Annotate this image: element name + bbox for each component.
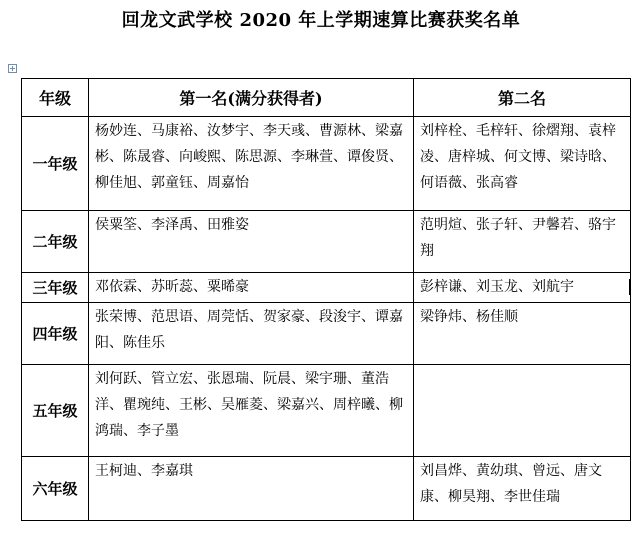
grade-cell: 四年级 [22, 303, 89, 365]
first-place-cell: 王柯迪、李嘉琪 [89, 457, 414, 521]
header-second-place: 第二名 [414, 79, 631, 117]
table-move-handle-icon[interactable] [8, 64, 17, 73]
table-row [22, 457, 631, 521]
grade-cell: 三年级 [22, 273, 89, 303]
table-row [22, 117, 631, 211]
table-row [22, 211, 631, 273]
grade-cell: 六年级 [22, 457, 89, 521]
grade-cell: 五年级 [22, 365, 89, 457]
second-place-cell: 刘梓栓、毛梓轩、徐熠翔、袁梓凌、唐梓城、何文博、梁诗晗、何语薇、张高睿 [414, 117, 631, 211]
header-grade: 年级 [22, 79, 89, 117]
second-place-cell: 范明煊、张子轩、尹馨若、骆宇翔 [414, 211, 631, 273]
first-place-cell: 刘何跃、管立宏、张恩瑞、阮晨、梁宇珊、董浩洋、瞿琬纯、王彬、吴雁菱、梁嘉兴、周梓曦、柳鸿瑞、李子墨 [89, 365, 414, 457]
first-place-cell: 侯粟筌、李泽禹、田雅姿 [89, 211, 414, 273]
first-place-cell: 邓依霖、苏昕蕊、粟晞豪 [89, 273, 414, 303]
header-row [22, 79, 631, 117]
second-place-cell: 刘昌烨、黄幼琪、曾远、唐文康、柳昊翔、李世佳瑞 [414, 457, 631, 521]
header-first-place: 第一名(满分获得者) [89, 79, 414, 117]
table-row [22, 303, 631, 365]
grade-cell: 一年级 [22, 117, 89, 211]
first-place-cell: 杨妙连、马康裕、汝梦宇、李天彧、曹源林、梁嘉彬、陈晟睿、向峻熙、陈思源、李琳萱、谭俊贤、柳佳旭、郭童钰、周嘉怡 [89, 117, 414, 211]
second-place-cell [414, 365, 631, 457]
first-place-cell: 张荣博、范思语、周莞恬、贺家豪、段浚宇、谭嘉阳、陈佳乐 [89, 303, 414, 365]
table-row [22, 273, 631, 303]
grade-cell: 二年级 [22, 211, 89, 273]
table-row [22, 365, 631, 457]
second-place-cell: 彭梓谦、刘玉龙、刘航宇 [414, 273, 631, 303]
page-title: 回龙文武学校 2020 年上学期速算比赛获奖名单 [121, 10, 521, 31]
second-place-cell: 梁铮炜、杨佳顺 [414, 303, 631, 365]
text-cursor [629, 279, 630, 295]
award-table [21, 78, 631, 521]
